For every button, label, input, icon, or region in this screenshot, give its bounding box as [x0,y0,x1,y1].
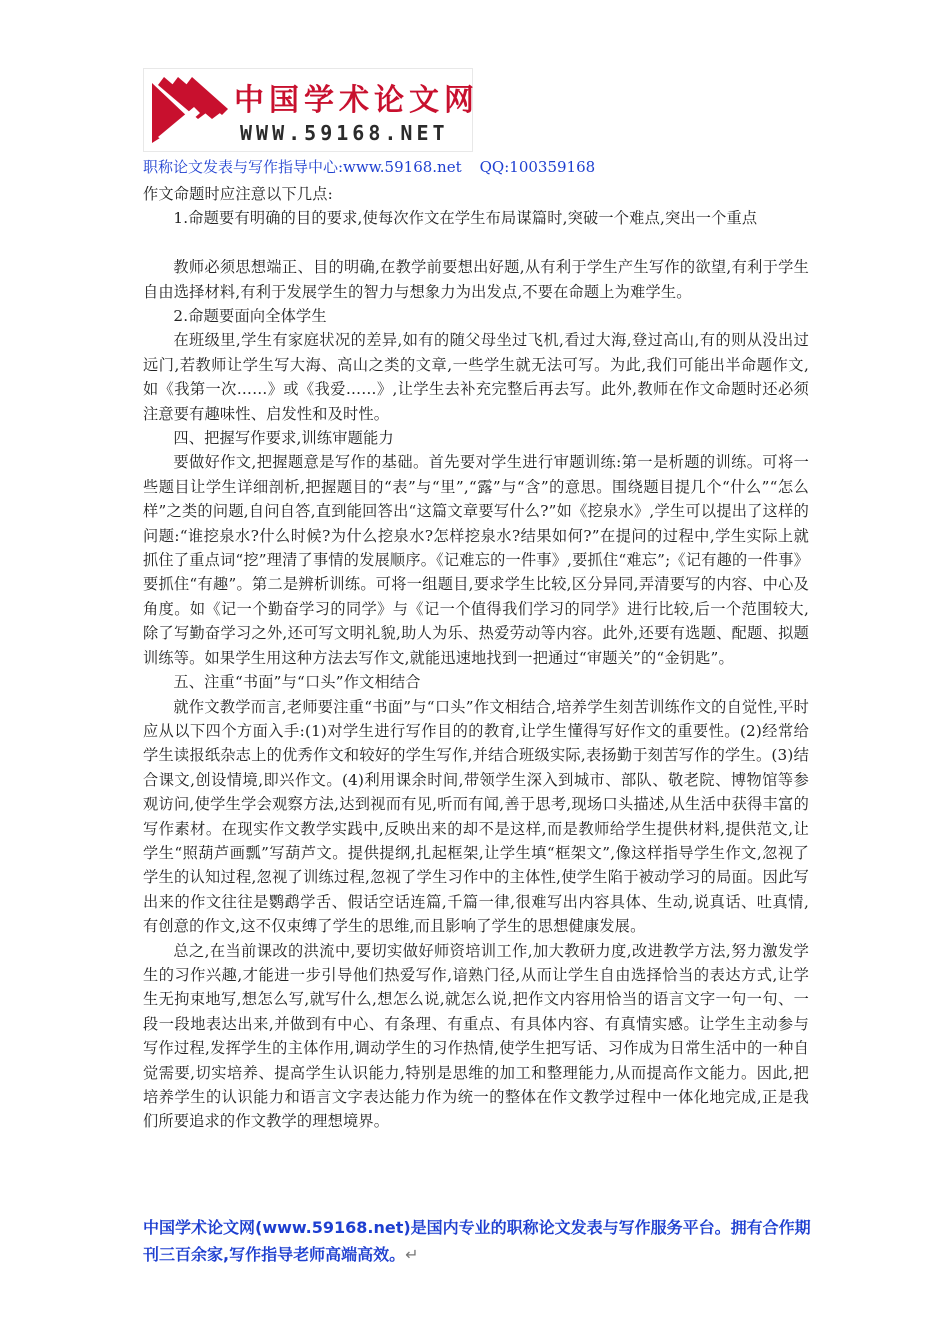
paragraph-body: 就作文教学而言,老师要注重“书面”与“口头”作文相结合,培养学生刻苦训练作文的自觉性,平时应从以下四个方面入手:(1)对学生进行写作目的的教育,让学生懂得写好作文的重要性。(2)经常给学生读报纸杂志上的优秀作文和较好的学生写作,并结合班级实际,表扬勤于刻苦写作的学生。(3)结合课文,创设情境,即兴作文。(4)利用课余时间,带领学生深入到城市、部队、敬老院、博物馆等参观访问,使学生学会观察方法,达到视而有见,听而有闻,善于思考,现场口头描述,从生活中获得丰富的写作素材。在现实作文教学实践中,反映出来的却不是这样,而是教师给学生提供材料,提供范文,让学生“照葫芦画瓢”写葫芦文。提供提纲,扎起框架,让学生填“框架文”,像这样指导学生作文,忽视了学生的认知过程,忽视了训练过程,忽视了学生习作中的主体性,使学生陷于被动学习的局面。因此写出来的作文往往是鹦鹉学舌、假话空话连篇,千篇一律,很难写出内容具体、生动,说真话、吐真情,有创意的作文,这不仅束缚了学生的思维,而且影响了学生的思想健康发展。 [143,697,809,936]
logo-title: 中国学术论文网 [234,83,479,118]
header-qq: QQ:100359168 [479,158,596,176]
footer-promo [143,1214,813,1268]
paragraph-point-1: 1.命题要有明确的目的要求,使每次作文在学生布局谋篇时,突破一个难点,突出一个重点 [173,209,758,228]
section-heading-4: 四、把握写作要求,训练审题能力 [173,429,394,448]
header-contact-line [143,156,595,177]
paragraph-conclusion: 总之,在当前课改的洪流中,要切实做好师资培训工作,加大教研力度,改进教学方法,努力激发学生的习作兴趣,才能进一步引导他们热爱写作,谙熟门径,从而让学生自由选择恰当的表达方式,让学生无拘束地写,想怎么写,就写什么,想怎么说,就怎么说,把作文内容用恰当的语言文字一句一句、一段一段地表达出来,并做到有中心、有条理、有重点、有具体内容、有真情实感。让学生主动参与写作过程,发挥学生的主体作用,调动学生的习作热情,使学生把写话、习作成为日常生活中的一种自觉需要,切实培养、提高学生认识能力,特别是思维的加工和整理能力,从而提高作文能力。因此,把培养学生的认识能力和语言文字表达能力作为统一的整体在作文教学过程中一体化地完成,正是我们所要追求的作文教学的理想境界。 [143,941,809,1131]
paragraph-intro: 作文命题时应注意以下几点: [143,185,333,203]
site-logo[interactable] [143,68,479,152]
paragraph-point-2: 2.命题要面向全体学生 [173,307,327,326]
paragraph-body: 教师必须思想端正、目的明确,在教学前要想出好题,从有利于学生产生写作的欲望,有利于学生自由选择材料,有利于发展学生的智力与想象力为出发点,不要在命题上为难学生。 [143,258,809,301]
logo-url: WWW.59168.NET [240,121,449,145]
header-center-link[interactable]: 职称论文发表与写作指导中心:www.59168.net [143,158,462,176]
paragraph-body: 在班级里,学生有家庭状况的差异,如有的随父母坐过飞机,看过大海,登过高山,有的则从没出过远门,若教师让学生写大海、高山之类的文章,一些学生就无法可写。为此,我们可能出半命题作文,如《我第一次……》或《我爱……》,让学生去补充完整后再去写。此外,教师在作文命题时还必须注意要有趣味性、启发性和及时性。 [143,331,809,423]
logo-emblem-icon [148,73,230,147]
footer-text[interactable]: 中国学术论文网(www.59168.net)是国内专业的职称论文发表与写作服务平台。拥有合作期刊三百余家,写作指导老师高端高效。 [143,1218,811,1264]
paragraph-body: 要做好作文,把握题意是写作的基础。首先要对学生进行审题训练:第一是析题的训练。可将一些题目让学生详细剖析,把握题目的“表”与“里”,“露”与“含”的意思。围绕题目提几个“什么”“怎么样”之类的问题,自问自答,直到能回答出“这篇文章要写什么?”如《挖泉水》,学生可以提出了这样的问题:“谁挖泉水?什么时候?为什么挖泉水?怎样挖泉水?结果如何?”在提问的过程中,学生实际上就抓住了重点词“挖”理清了事情的发展顺序。《记难忘的一件事》,要抓住“难忘”;《记有趣的一件事》要抓住“有趣”。第二是辨析训练。可将一组题目,要求学生比较,区分异同,弄清要写的内容、中心及角度。如《记一个勤奋学习的同学》与《记一个值得我们学习的同学》进行比较,后一个范围较大,除了写勤奋学习之外,还可写文明礼貌,助人为乐、热爱劳动等内容。此外,还要有选题、配题、拟题训练等。如果学生用这种方法去写作文,就能迅速地找到一把通过“审题关”的“金钥匙”。 [143,453,809,667]
section-heading-5: 五、注重“书面”与“口头”作文相结合 [173,673,421,692]
blank-line [143,231,809,255]
return-mark-icon: ↵ [405,1245,419,1264]
article-body [143,182,809,1134]
